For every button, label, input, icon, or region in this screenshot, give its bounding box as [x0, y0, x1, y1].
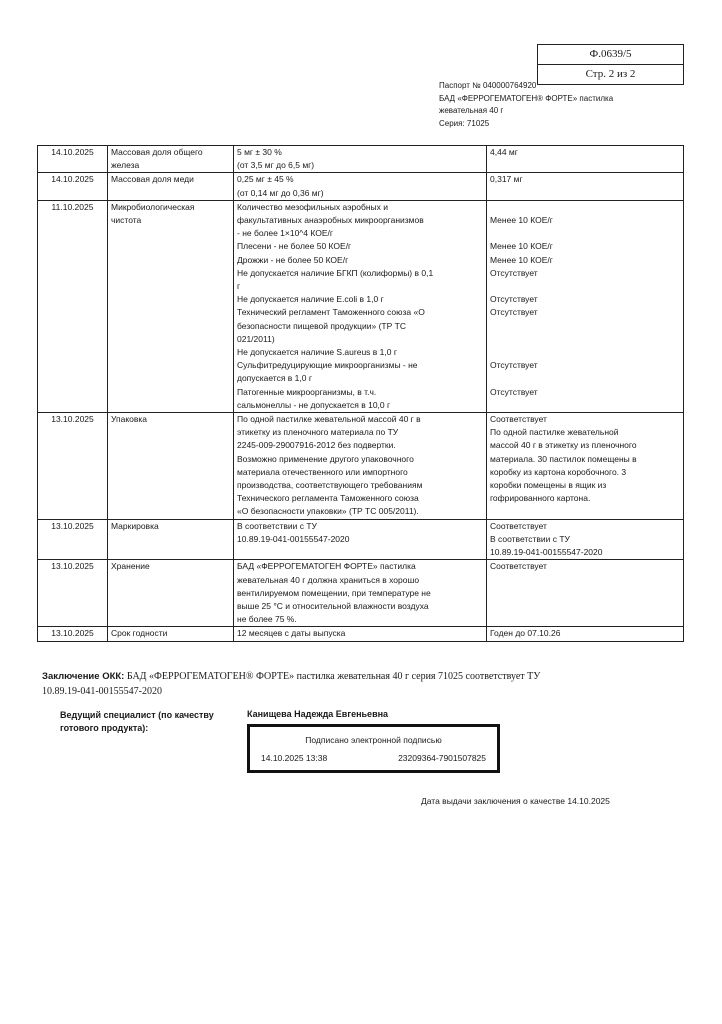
- signature-certificate-number: 23209364-7901507825: [398, 753, 486, 763]
- norm-requirement-line: (от 0,14 мг до 0,36 мг): [237, 187, 324, 198]
- indicator-name: [108, 413, 234, 520]
- indicator-name-line: Упаковка: [111, 414, 148, 425]
- norm-requirement: [234, 413, 487, 520]
- test-result-line: гофрированного картона.: [490, 493, 591, 504]
- indicator-name-line: Массовая доля меди: [111, 174, 194, 185]
- indicator-name-line: Хранение: [111, 561, 150, 572]
- test-date: 13.10.2025: [38, 627, 108, 641]
- form-code-box: [537, 44, 684, 85]
- indicator-name: [108, 560, 234, 627]
- table-row: [38, 146, 684, 173]
- test-date: 14.10.2025: [38, 146, 108, 173]
- norm-requirement-line: выше 25 °С и относительной влажности воздуха: [237, 600, 429, 611]
- norm-requirement-line: 2245-009-29007916-2012 без подвертки.: [237, 440, 396, 451]
- test-result-line: По одной пастилке жевательной: [490, 427, 619, 438]
- norm-requirement-line: Сульфитредуцирующие микроорганизмы - не: [237, 360, 418, 371]
- test-result-line: материала. 30 пастилок помещены в: [490, 453, 637, 464]
- test-result: [487, 413, 684, 520]
- test-result-line: Соответствует: [490, 414, 547, 425]
- test-result-line: 0,317 мг: [490, 174, 523, 185]
- test-date: 13.10.2025: [38, 560, 108, 627]
- indicator-name-line: Срок годности: [111, 628, 168, 639]
- indicator-name: [108, 173, 234, 200]
- test-result-line: Менее 10 КОЕ/г: [490, 241, 553, 252]
- conclusion-text: БАД «ФЕРРОГЕМАТОГЕН® ФОРТЕ» пастилка жевательная 40 г серия 71025 соответствует ТУ: [124, 671, 541, 682]
- signature-title: Подписано электронной подписью: [305, 735, 442, 745]
- indicator-name: [108, 519, 234, 560]
- product-name: БАД «ФЕРРОГЕМАТОГЕН® ФОРТЕ» пастилка: [439, 93, 614, 103]
- test-result-line: коробки помещены в ящик из: [490, 480, 607, 491]
- test-result: [487, 173, 684, 200]
- test-result-line: [490, 227, 680, 240]
- norm-requirement-line: В соответствии с ТУ: [237, 520, 317, 531]
- norm-requirement-line: По одной пастилке жевательной массой 40 г в: [237, 414, 421, 425]
- test-result-line: Отсутствует: [490, 307, 538, 318]
- norm-requirement-line: Возможно применение другого упаковочного: [237, 453, 414, 464]
- test-result-line: [490, 333, 680, 346]
- product-name-cont: жевательная 40 г: [439, 106, 504, 115]
- norm-requirement-line: Не допускается наличие S.aureus в 1,0 г: [237, 347, 397, 358]
- indicator-name-line: Микробиологическая: [111, 201, 195, 212]
- norm-requirement: [234, 146, 487, 173]
- form-code: Ф.0639/5: [589, 48, 632, 60]
- norm-requirement-line: не более 75 %.: [237, 614, 297, 625]
- electronic-signature-stamp: [247, 724, 500, 773]
- indicator-name-line: железа: [111, 160, 140, 171]
- table-row: [38, 519, 684, 560]
- norm-requirement-line: Не допускается наличие БГКП (колиформы) в 0,1: [237, 267, 434, 278]
- test-result-line: массой 40 г в этикетку из пленочного: [490, 440, 637, 451]
- norm-requirement-line: - не более 1×10^4 КОЕ/г: [237, 228, 333, 239]
- test-results-table: [37, 145, 684, 642]
- test-result: [487, 627, 684, 641]
- issue-date: Дата выдачи заключения о качестве 14.10.2025: [421, 796, 610, 806]
- test-result-line: [490, 399, 680, 412]
- indicator-name-line: Маркировка: [111, 520, 159, 531]
- indicator-name-line: Массовая доля общего: [111, 147, 203, 157]
- signature-datetime: 14.10.2025 13:38: [261, 753, 328, 763]
- norm-requirement-line: Количество мезофильных аэробных и: [237, 201, 389, 212]
- norm-requirement-line: «О безопасности упаковки» (ТР ТС 005/2011).: [237, 506, 419, 517]
- norm-requirement-line: г: [237, 281, 241, 292]
- norm-requirement-line: Плесени - не более 50 КОЕ/г: [237, 241, 352, 252]
- norm-requirement-line: 0,25 мг ± 45 %: [237, 174, 294, 185]
- indicator-name: [108, 627, 234, 641]
- norm-requirement: [234, 519, 487, 560]
- test-date: 13.10.2025: [38, 519, 108, 560]
- test-result-line: Менее 10 КОЕ/г: [490, 254, 553, 265]
- table-row: [38, 627, 684, 641]
- test-result: [487, 200, 684, 412]
- specialist-label: [60, 709, 230, 735]
- passport-number: Паспорт № 040000764920: [439, 81, 537, 90]
- table-row: [38, 200, 684, 412]
- test-result-line: Менее 10 КОЕ/г: [490, 215, 553, 226]
- norm-requirement-line: Дрожжи - не более 50 КОЕ/г: [237, 254, 349, 265]
- indicator-name: [108, 146, 234, 173]
- norm-requirement-line: безопасности пищевой продукции» (ТР ТС: [237, 320, 406, 331]
- table-row: [38, 173, 684, 200]
- test-result-line: В соответствии с ТУ: [490, 533, 570, 544]
- specialist-name: Канищева Надежда Евгеньевна: [247, 709, 389, 719]
- norm-requirement-line: 12 месяцев с даты выпуска: [237, 628, 346, 639]
- norm-requirement-line: факультативных анаэробных микроорганизмов: [237, 215, 424, 226]
- norm-requirement-line: БАД «ФЕРРОГЕМАТОГЕН ФОРТЕ» пастилка: [237, 561, 416, 572]
- test-result-line: Годен до 07.10.26: [490, 628, 561, 639]
- norm-requirement: [234, 200, 487, 412]
- norm-requirement: [234, 173, 487, 200]
- test-result: [487, 519, 684, 560]
- test-result-line: Отсутствует: [490, 267, 538, 278]
- norm-requirement-line: Патогенные микроорганизмы, в т.ч.: [237, 386, 377, 397]
- test-date: 14.10.2025: [38, 173, 108, 200]
- test-date: 11.10.2025: [38, 200, 108, 412]
- norm-requirement-line: жевательная 40 г должна храниться в хорошо: [237, 574, 420, 585]
- conclusion-spec: 10.89.19-041-00155547-2020: [42, 686, 162, 697]
- test-date: 13.10.2025: [38, 413, 108, 520]
- specialist-label-line: Ведущий специалист (по качеству: [60, 710, 214, 720]
- norm-requirement-line: вентилируемом помещении, при температуре не: [237, 587, 431, 598]
- norm-requirement-line: 10.89.19-041-00155547-2020: [237, 533, 350, 544]
- conclusion: [42, 669, 682, 699]
- test-result-line: [490, 320, 680, 333]
- indicator-name: [108, 200, 234, 412]
- norm-requirement: [234, 560, 487, 627]
- norm-requirement-line: Не допускается наличие E.coli в 1,0 г: [237, 294, 384, 305]
- norm-requirement-line: 021/2011): [237, 333, 275, 344]
- norm-requirement-line: Технический регламент Таможенного союза «О: [237, 307, 425, 318]
- table-row: [38, 560, 684, 627]
- norm-requirement-line: этикетку из пленочного материала по ТУ: [237, 427, 399, 438]
- page-number: Стр. 2 из 2: [538, 64, 683, 84]
- test-result-line: Отсутствует: [490, 386, 538, 397]
- test-result-line: Отсутствует: [490, 360, 538, 371]
- norm-requirement-line: сальмонеллы - не допускается в 10,0 г: [237, 399, 391, 410]
- test-result-line: Отсутствует: [490, 294, 538, 305]
- norm-requirement: [234, 627, 487, 641]
- table-row: [38, 413, 684, 520]
- norm-requirement-line: допускается в 1,0 г: [237, 373, 312, 384]
- test-result-line: 10.89.19-041-00155547-2020: [490, 547, 603, 558]
- test-result-line: [490, 201, 680, 214]
- norm-requirement-line: производства, соответствующего требованиям: [237, 480, 423, 491]
- conclusion-label: Заключение ОКК:: [42, 671, 125, 682]
- test-result-line: [490, 346, 680, 359]
- test-result-line: 4,44 мг: [490, 147, 518, 157]
- test-result-line: [490, 280, 680, 293]
- test-result-line: Соответствует: [490, 520, 547, 531]
- test-result-line: [490, 372, 680, 385]
- norm-requirement-line: Технического регламента Таможенного союза: [237, 493, 419, 504]
- specialist-label-line: готового продукта):: [60, 723, 149, 733]
- test-result-line: Соответствует: [490, 561, 547, 572]
- norm-requirement-line: (от 3,5 мг до 6,5 мг): [237, 160, 315, 171]
- indicator-name-line: чистота: [111, 215, 142, 226]
- test-result-line: коробку из картона коробочного. 3: [490, 466, 627, 477]
- passport-header: [439, 80, 613, 130]
- test-result: [487, 560, 684, 627]
- batch-number: Серия: 71025: [439, 118, 490, 128]
- test-result: [487, 146, 684, 173]
- norm-requirement-line: материала отечественного или импортного: [237, 466, 408, 477]
- norm-requirement-line: 5 мг ± 30 %: [237, 147, 282, 157]
